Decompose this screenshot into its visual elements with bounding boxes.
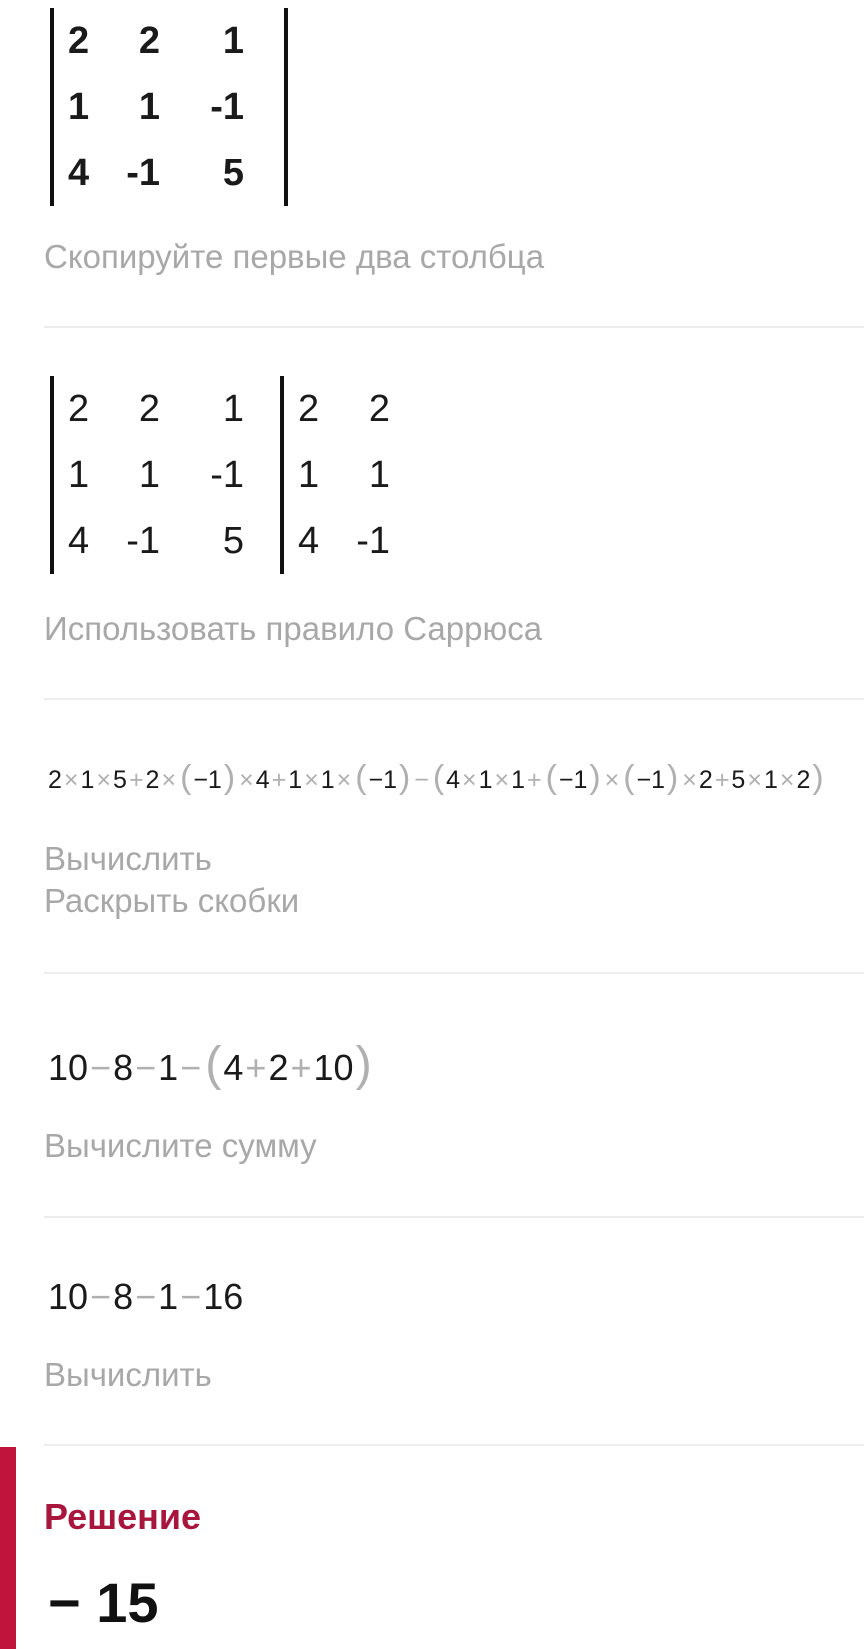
solution-accent-bar bbox=[0, 1447, 16, 1649]
determinant-matrix bbox=[50, 376, 284, 574]
operand: 1 bbox=[763, 766, 778, 794]
parenthesis: ) bbox=[355, 1037, 372, 1091]
operand: 4 bbox=[255, 766, 270, 794]
step-caption: Раскрыть скобки bbox=[44, 882, 300, 919]
operand: 4 bbox=[446, 766, 461, 794]
matrix-cell: 1 bbox=[298, 453, 320, 496]
operand: 1 bbox=[511, 766, 526, 794]
matrix-row bbox=[54, 140, 284, 206]
step-caption: Вычислите сумму bbox=[44, 1127, 317, 1164]
parenthesis: ( bbox=[205, 1037, 222, 1091]
operator: × bbox=[304, 766, 319, 794]
sarrus-expression bbox=[48, 758, 826, 797]
matrix-row bbox=[284, 508, 408, 574]
parenthesis: ( bbox=[180, 758, 192, 796]
operator: × bbox=[604, 766, 620, 794]
matrix-cell: -1 bbox=[210, 85, 244, 128]
matrix-cell: 2 bbox=[298, 387, 320, 430]
matrix-row bbox=[54, 508, 280, 574]
operator: × bbox=[747, 766, 762, 794]
sum-expression bbox=[48, 1036, 374, 1092]
divider bbox=[44, 972, 864, 974]
operand: 8 bbox=[113, 1276, 134, 1317]
divider bbox=[44, 1444, 864, 1446]
matrix-row bbox=[54, 74, 284, 140]
parenthesis: ( bbox=[355, 758, 367, 796]
matrix-cell: -1 bbox=[210, 453, 244, 496]
matrix-row bbox=[54, 376, 280, 442]
operator: × bbox=[494, 766, 510, 794]
parenthesis: ) bbox=[399, 758, 411, 796]
operand: 5 bbox=[113, 766, 127, 794]
parenthesis: ) bbox=[667, 758, 679, 796]
matrix-cell: 1 bbox=[68, 453, 90, 496]
operand: 5 bbox=[731, 766, 746, 794]
operator: − bbox=[135, 1276, 157, 1317]
operand: 2 bbox=[796, 766, 811, 794]
matrix-row bbox=[54, 442, 280, 508]
matrix-cell: 5 bbox=[222, 519, 244, 562]
operand: −1 bbox=[368, 766, 397, 794]
matrix-cell: 1 bbox=[368, 453, 390, 496]
determinant-matrix bbox=[50, 8, 288, 206]
operator: × bbox=[682, 766, 697, 794]
step-caption: Вычислить bbox=[44, 840, 212, 877]
matrix-cell: 1 bbox=[138, 85, 160, 128]
matrix-row bbox=[284, 376, 408, 442]
matrix-cell: 2 bbox=[138, 19, 160, 62]
solution-value: − 15 bbox=[48, 1571, 159, 1634]
operand: 2 bbox=[48, 766, 62, 794]
operand: 10 bbox=[313, 1047, 354, 1088]
operator: × bbox=[239, 766, 254, 794]
solution-title: Решение bbox=[44, 1496, 202, 1537]
step-caption: Скопируйте первые два столбца bbox=[44, 238, 545, 275]
operand: 16 bbox=[203, 1276, 244, 1317]
operand: −1 bbox=[636, 766, 666, 794]
operand: 10 bbox=[48, 1047, 89, 1088]
operand: −1 bbox=[193, 766, 222, 794]
matrix-row bbox=[284, 442, 408, 508]
parenthesis: ) bbox=[812, 758, 824, 796]
operator: − bbox=[90, 1276, 112, 1317]
divider bbox=[44, 1216, 864, 1218]
parenthesis: ( bbox=[545, 758, 557, 796]
simplified-expression bbox=[48, 1276, 243, 1318]
matrix-cell: 2 bbox=[138, 387, 160, 430]
operator: − bbox=[135, 1047, 157, 1088]
operator: × bbox=[96, 766, 112, 794]
operand: 2 bbox=[698, 766, 713, 794]
matrix-cell: 2 bbox=[368, 387, 390, 430]
matrix-cell: -1 bbox=[356, 519, 390, 562]
matrix-cell: 2 bbox=[68, 19, 90, 62]
operand: 1 bbox=[158, 1276, 179, 1317]
matrix-cell: 1 bbox=[138, 453, 160, 496]
operator: + bbox=[714, 766, 730, 794]
operand: 1 bbox=[288, 766, 303, 794]
operand: 1 bbox=[80, 766, 95, 794]
operand: 2 bbox=[145, 766, 160, 794]
matrix-cell: 4 bbox=[68, 519, 90, 562]
operator: × bbox=[63, 766, 79, 794]
matrix-cell: 4 bbox=[68, 151, 90, 194]
operator: + bbox=[245, 1047, 267, 1088]
matrix-cell: 2 bbox=[68, 387, 90, 430]
operator: − bbox=[414, 766, 429, 794]
operator: + bbox=[128, 766, 144, 794]
operator: × bbox=[336, 766, 352, 794]
matrix-cell: 1 bbox=[222, 387, 244, 430]
operator: × bbox=[161, 766, 177, 794]
operand: 1 bbox=[320, 766, 335, 794]
divider bbox=[44, 326, 864, 328]
operator: + bbox=[290, 1047, 312, 1088]
operator: − bbox=[180, 1047, 202, 1088]
matrix-cell: 4 bbox=[298, 519, 320, 562]
parenthesis: ( bbox=[623, 758, 635, 796]
operand: 8 bbox=[113, 1047, 134, 1088]
parenthesis: ) bbox=[589, 758, 601, 796]
step-caption: Использовать правило Саррюса bbox=[44, 610, 543, 647]
operator: + bbox=[271, 766, 287, 794]
matrix-cell: 1 bbox=[222, 19, 244, 62]
copied-columns bbox=[284, 376, 408, 574]
operator: + bbox=[527, 766, 542, 794]
operand: 2 bbox=[268, 1047, 289, 1088]
divider bbox=[44, 698, 864, 700]
matrix-cell: -1 bbox=[126, 151, 160, 194]
matrix-cell: 1 bbox=[68, 85, 90, 128]
step-caption: Вычислить bbox=[44, 1356, 212, 1393]
matrix-row bbox=[54, 8, 284, 74]
parenthesis: ( bbox=[432, 758, 445, 796]
matrix-cell: 5 bbox=[222, 151, 244, 194]
operand: 4 bbox=[223, 1047, 244, 1088]
operand: 1 bbox=[158, 1047, 179, 1088]
parenthesis: ) bbox=[223, 758, 236, 796]
operator: − bbox=[90, 1047, 112, 1088]
operator: − bbox=[180, 1276, 202, 1317]
operand: −1 bbox=[558, 766, 588, 794]
operator: × bbox=[779, 766, 795, 794]
operand: 10 bbox=[48, 1276, 89, 1317]
operator: × bbox=[462, 766, 477, 794]
matrix-cell: -1 bbox=[126, 519, 160, 562]
operand: 1 bbox=[478, 766, 493, 794]
